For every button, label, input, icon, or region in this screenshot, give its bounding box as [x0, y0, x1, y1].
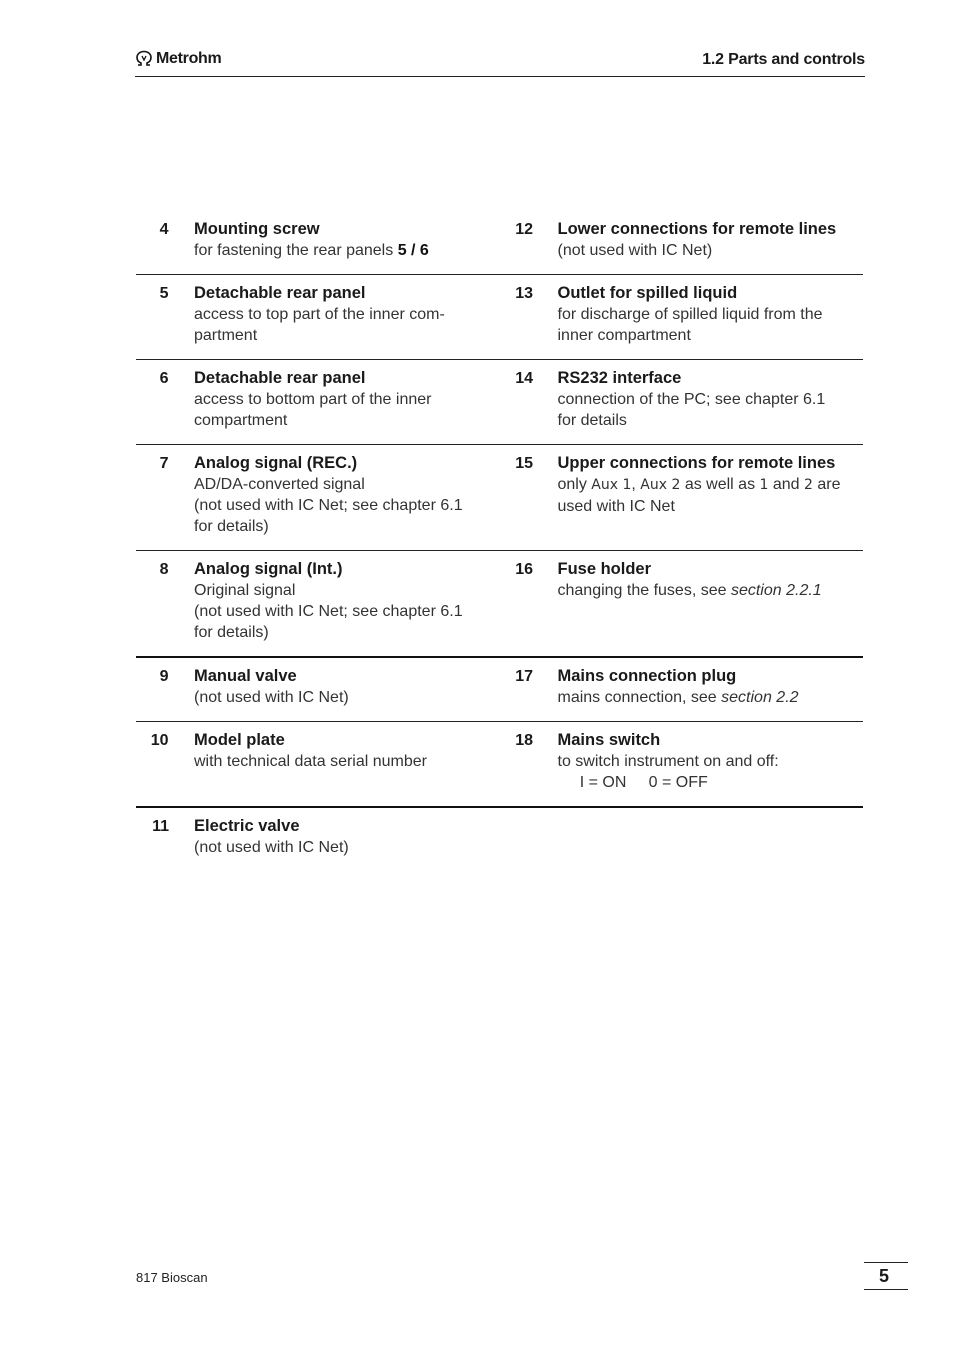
part-number: 9	[159, 668, 169, 685]
part-title: Electric valve	[194, 817, 300, 835]
part-description: partment	[194, 327, 258, 344]
parts-row	[136, 808, 863, 871]
part-number: 11	[152, 818, 169, 835]
part-number: 16	[515, 561, 533, 578]
part-description: connection of the PC; see chapter 6.1	[557, 391, 826, 408]
part-description: access to bottom part of the inner	[194, 391, 432, 408]
parts-row	[136, 360, 863, 445]
part-title: Mounting screw	[194, 220, 320, 238]
part-title: Fuse holder	[557, 560, 652, 578]
part-description: AD/DA-converted signal	[194, 476, 365, 493]
part-number: 5	[159, 285, 169, 302]
part-description: (not used with IC Net; see chapter 6.1	[194, 603, 463, 620]
parts-list	[136, 211, 863, 871]
part-number: 4	[159, 221, 169, 238]
part-title: RS232 interface	[557, 369, 682, 387]
part-number: 14	[515, 370, 533, 387]
part-item-6	[136, 360, 500, 444]
parts-row	[136, 445, 863, 551]
part-item-7	[136, 445, 500, 550]
part-description: for discharge of spilled liquid from the	[557, 306, 823, 323]
part-item-8	[136, 551, 500, 656]
page-number: 5	[864, 1262, 908, 1290]
part-number: 12	[515, 221, 533, 238]
part-description: used with IC Net	[557, 498, 675, 515]
part-item-16	[500, 551, 864, 656]
part-item-9	[136, 658, 500, 721]
brand-logo	[135, 50, 221, 68]
aux-1-label: Aux 1	[591, 477, 632, 493]
switch-states: I = ON 0 = OFF	[557, 774, 708, 791]
part-description: for details)	[194, 518, 269, 535]
part-number: 10	[150, 732, 169, 749]
parts-row	[136, 722, 863, 808]
part-item-12	[500, 211, 864, 274]
part-number: 8	[159, 561, 169, 578]
part-title: Lower connections for remote lines	[557, 220, 837, 238]
part-title: Analog signal (REC.)	[194, 454, 358, 472]
page-header	[135, 48, 865, 77]
part-description: (not used with IC Net)	[557, 242, 713, 259]
omega-logo-icon	[135, 50, 153, 68]
part-item-5	[136, 275, 500, 359]
part-number: 7	[159, 455, 169, 472]
aux-2-label: Aux 2	[640, 477, 681, 493]
part-number: 6	[159, 370, 169, 387]
part-description: for fastening the rear panels 5 / 6	[194, 242, 429, 259]
part-number: 13	[515, 285, 533, 302]
footer-product-name: 817 Bioscan	[136, 1270, 208, 1285]
part-description: Original signal	[194, 582, 296, 599]
part-description: only Aux 1, Aux 2 as well as 1 and 2 are	[557, 476, 841, 493]
part-title: Detachable rear panel	[194, 369, 366, 387]
part-title: Outlet for spilled liquid	[557, 284, 738, 302]
part-description: (not used with IC Net; see chapter 6.1	[194, 497, 463, 514]
part-item-14	[500, 360, 864, 444]
parts-row	[136, 658, 863, 722]
part-title: Detachable rear panel	[194, 284, 366, 302]
section-reference: section 2.2.1	[730, 582, 822, 599]
part-description: (not used with IC Net)	[194, 839, 349, 856]
part-title: Mains switch	[557, 731, 661, 749]
part-item-10	[136, 722, 500, 806]
part-description: with technical data serial number	[194, 753, 428, 770]
section-title: 1.2 Parts and controls	[702, 51, 865, 68]
parts-row	[136, 551, 863, 658]
part-number: 17	[515, 668, 533, 685]
part-description: access to top part of the inner com-	[194, 306, 445, 323]
part-description: inner compartment	[557, 327, 691, 344]
parts-row	[136, 275, 863, 360]
part-item-4	[136, 211, 500, 274]
part-title: Model plate	[194, 731, 285, 749]
part-item-13	[500, 275, 864, 359]
part-item-11	[136, 808, 500, 871]
part-description: compartment	[194, 412, 288, 429]
part-description: to switch instrument on and off:	[557, 753, 779, 770]
part-description: changing the fuses, see section 2.2.1	[557, 582, 822, 599]
part-number: 18	[515, 732, 533, 749]
part-reference: 5 / 6	[397, 242, 429, 259]
brand-name: Metrohm	[156, 50, 222, 67]
parts-row	[136, 211, 863, 275]
part-description: for details)	[194, 624, 269, 641]
part-title: Manual valve	[194, 667, 297, 685]
part-title: Analog signal (Int.)	[194, 560, 343, 578]
section-reference: section 2.2	[721, 689, 799, 706]
part-item-15	[500, 445, 864, 550]
part-title: Mains connection plug	[557, 667, 737, 685]
part-title: Upper connections for remote lines	[557, 454, 836, 472]
part-item-17	[500, 658, 864, 721]
part-description: for details	[557, 412, 627, 429]
part-number: 15	[515, 455, 533, 472]
part-description: mains connection, see section 2.2	[557, 689, 799, 706]
part-description: (not used with IC Net)	[194, 689, 349, 706]
part-item-18	[500, 722, 864, 806]
